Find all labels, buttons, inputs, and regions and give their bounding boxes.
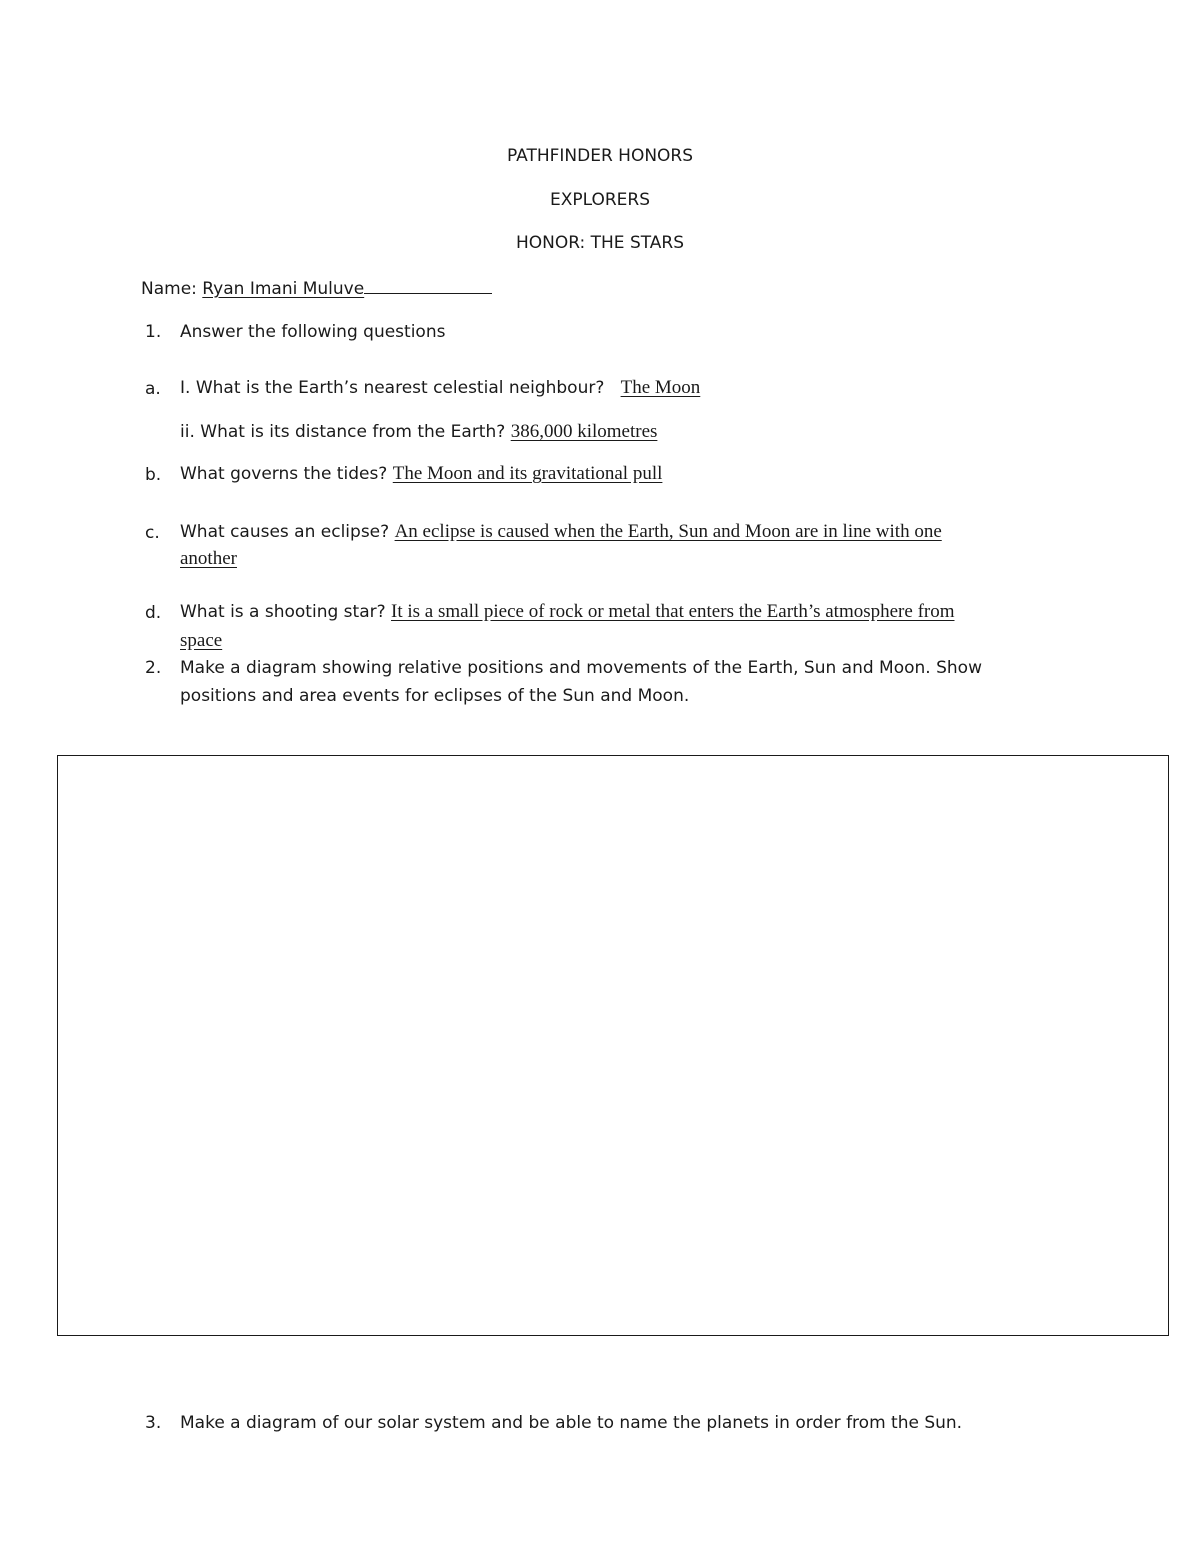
q1c-answer-line1: An eclipse is caused when the Earth, Sun and Moon are in line with one: [394, 521, 942, 542]
q1c-question: What causes an eclipse?: [180, 522, 390, 542]
header-title: PATHFINDER HONORS: [506, 146, 694, 166]
q2-number: 2.: [145, 658, 162, 678]
q1d-answer-line1: It is a small piece of rock or metal that enters the Earth’s atmosphere from: [391, 601, 955, 622]
honor-title: HONOR: THE STARS: [515, 233, 685, 253]
q1d-answer-line2: space: [180, 630, 223, 651]
q1a-i-question: What is the Earth’s nearest celestial neighbour?: [195, 378, 605, 398]
q1d-question: What is a shooting star?: [180, 602, 386, 622]
q1a-i-num: I.: [180, 378, 191, 398]
name-underline: [364, 292, 492, 294]
name-label: Name:: [141, 279, 197, 299]
q1a-marker: a.: [145, 379, 161, 399]
q1b-row: [180, 463, 662, 485]
q1c-row: [180, 521, 942, 543]
q1a-ii-question: ii. What is its distance from the Earth?: [180, 422, 506, 442]
q3-number: 3.: [145, 1413, 162, 1433]
diagram-box: [57, 755, 1169, 1336]
q1-number: 1.: [145, 322, 162, 342]
q1b-answer: The Moon and its gravitational pull: [392, 463, 663, 484]
q2-line1: Make a diagram showing relative positions and movements of the Earth, Sun and Moon. Show: [180, 658, 982, 678]
q1b-marker: b.: [145, 465, 162, 485]
q1d-row: [180, 601, 955, 623]
q1c-answer-line2: another: [180, 548, 237, 569]
header-subtitle: EXPLORERS: [549, 190, 651, 210]
q1b-question: What governs the tides?: [180, 464, 388, 484]
q1a-ii-answer: 386,000 kilometres: [510, 421, 658, 442]
name-row: [141, 279, 492, 299]
q1a-ii-row: [180, 421, 657, 443]
q1c-marker: c.: [145, 523, 160, 543]
q1-text: Answer the following questions: [180, 322, 446, 342]
q1a-i-row: [180, 377, 700, 399]
q3-text: Make a diagram of our solar system and be able to name the planets in order from the Sun.: [180, 1413, 963, 1433]
q2-line2: positions and area events for eclipses of the Sun and Moon.: [180, 686, 690, 706]
q1a-i-answer: The Moon: [620, 377, 701, 398]
name-value: Ryan Imani Muluve: [202, 279, 365, 299]
q1d-marker: d.: [145, 603, 162, 623]
